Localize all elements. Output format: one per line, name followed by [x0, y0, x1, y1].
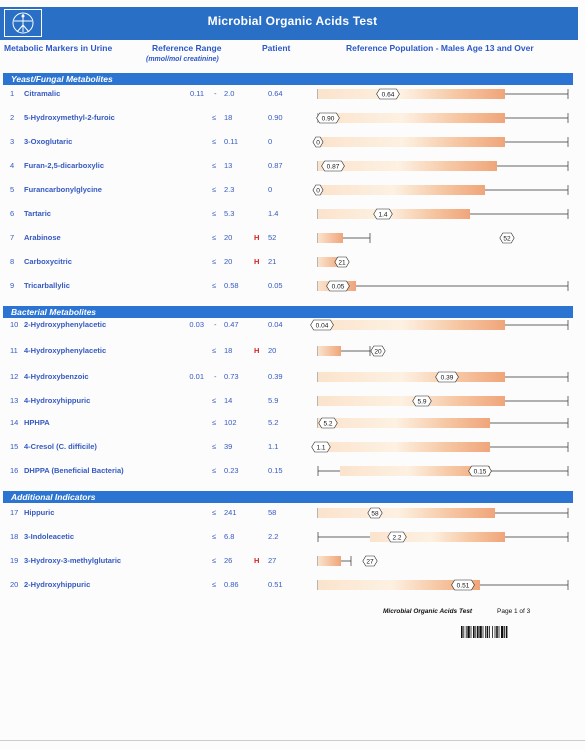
reference-high: 26 — [224, 556, 233, 565]
population-bar — [318, 209, 470, 219]
row-number: 16 — [10, 466, 19, 475]
patient-value: 21 — [268, 257, 277, 266]
row-number: 13 — [10, 396, 19, 405]
reference-high: 2.3 — [224, 185, 235, 194]
patient-marker-label: 27 — [366, 558, 374, 566]
patient-value: 0.90 — [268, 113, 283, 122]
reference-separator: ≤ — [212, 418, 217, 427]
row-number: 1 — [10, 89, 15, 98]
reference-separator: ≤ — [212, 113, 217, 122]
high-flag: H — [254, 346, 260, 355]
marker-name: 2-Hydroxyhippuric — [24, 580, 91, 589]
patient-marker-label: 0.51 — [456, 582, 470, 590]
reference-separator: ≤ — [212, 209, 217, 218]
footer-page-number: Page 1 of 3 — [497, 608, 531, 615]
column-header-reference-units: (mmol/mol creatinine) — [146, 56, 219, 63]
patient-value: 0.87 — [268, 161, 283, 170]
patient-value: 0.51 — [268, 580, 283, 589]
reference-separator: ≤ — [212, 556, 217, 565]
reference-separator: ≤ — [212, 396, 217, 405]
reference-high: 18 — [224, 346, 233, 355]
row-number: 8 — [10, 257, 15, 266]
reference-separator: - — [214, 372, 217, 381]
patient-value: 58 — [268, 508, 277, 517]
row-number: 4 — [10, 161, 15, 170]
reference-separator: ≤ — [212, 508, 217, 517]
row-number: 15 — [10, 442, 19, 451]
patient-marker-label: 0 — [316, 187, 320, 195]
patient-value: 2.2 — [268, 532, 279, 541]
row-number: 9 — [10, 281, 15, 290]
reference-low: 0.03 — [189, 320, 204, 329]
reference-separator: ≤ — [212, 185, 217, 194]
patient-marker-label: 58 — [371, 510, 379, 518]
reference-high: 0.58 — [224, 281, 239, 290]
page-divider — [0, 740, 585, 741]
population-bar — [318, 346, 341, 356]
reference-separator: ≤ — [212, 137, 217, 146]
patient-value: 5.2 — [268, 418, 279, 427]
patient-value: 20 — [268, 346, 277, 355]
row-number: 6 — [10, 209, 15, 218]
reference-separator: - — [214, 89, 217, 98]
patient-marker-label: 0.64 — [381, 91, 395, 99]
marker-name: 2-Hydroxyphenylacetic — [24, 320, 107, 329]
marker-name: Tricarballylic — [24, 281, 70, 290]
patient-value: 0.39 — [268, 372, 283, 381]
row-number: 20 — [10, 580, 19, 589]
patient-marker-label: 0.87 — [326, 163, 340, 171]
patient-value: 0 — [268, 137, 273, 146]
reference-high: 2.0 — [224, 89, 235, 98]
row-number: 7 — [10, 233, 15, 242]
patient-value: 0 — [268, 185, 273, 194]
marker-name: 3-Indoleacetic — [24, 532, 75, 541]
patient-marker-label: 2.2 — [392, 534, 402, 542]
marker-name: HPHPA — [24, 418, 50, 427]
reference-separator: ≤ — [212, 233, 217, 242]
patient-value: 5.9 — [268, 396, 279, 405]
reference-high: 14 — [224, 396, 233, 405]
reference-high: 18 — [224, 113, 233, 122]
reference-low: 0.11 — [189, 89, 204, 98]
patient-value: 27 — [268, 556, 277, 565]
marker-name: Furancarbonylglycine — [24, 185, 102, 194]
population-bar — [318, 233, 343, 243]
patient-marker-label: 20 — [374, 348, 382, 356]
patient-marker-label: 0.90 — [321, 115, 335, 123]
row-number: 2 — [10, 113, 15, 122]
row-number: 11 — [10, 346, 18, 355]
reference-separator: ≤ — [212, 442, 217, 451]
reference-separator: ≤ — [212, 580, 217, 589]
population-bar — [318, 113, 505, 123]
reference-separator: ≤ — [212, 346, 217, 355]
marker-name: 3-Oxoglutaric — [24, 137, 73, 146]
reference-separator: ≤ — [212, 161, 217, 170]
report-title: Microbial Organic Acids Test — [207, 14, 378, 28]
marker-name: DHPPA (Beneficial Bacteria) — [24, 466, 124, 475]
marker-name: Tartaric — [24, 209, 51, 218]
reference-separator: ≤ — [212, 281, 217, 290]
marker-name: Carboxycitric — [24, 257, 72, 266]
patient-value: 1.4 — [268, 209, 279, 218]
reference-separator: ≤ — [212, 532, 217, 541]
patient-marker-label: 0.15 — [473, 468, 487, 476]
marker-name: 4-Cresol (C. difficile) — [24, 442, 97, 451]
marker-name: 4-Hydroxyphenylacetic — [24, 346, 107, 355]
patient-value: 0.64 — [268, 89, 283, 98]
reference-low: 0.01 — [189, 372, 204, 381]
patient-marker-label: 1.1 — [316, 444, 326, 452]
patient-marker-label: 0.39 — [440, 374, 454, 382]
population-bar — [318, 185, 485, 195]
barcode-icon — [461, 626, 529, 638]
high-flag: H — [254, 257, 260, 266]
section-header-bacterial: Bacterial Metabolites — [3, 306, 573, 318]
marker-name: Hippuric — [24, 508, 55, 517]
reference-high: 39 — [224, 442, 233, 451]
marker-name: 5-Hydroxymethyl-2-furoic — [24, 113, 115, 122]
patient-value: 0.15 — [268, 466, 283, 475]
patient-marker-label: 21 — [338, 259, 346, 267]
population-bar — [318, 396, 505, 406]
population-bar — [318, 556, 341, 566]
patient-marker-label: 0.04 — [315, 322, 329, 330]
marker-name: 4-Hydroxybenzoic — [24, 372, 89, 381]
population-bar — [318, 418, 490, 428]
reference-high: 241 — [224, 508, 237, 517]
population-bar — [318, 508, 495, 518]
column-header-patient: Patient — [262, 43, 291, 53]
section-header-yeast: Yeast/Fungal Metabolites — [3, 73, 573, 85]
patient-marker-label: 0.05 — [331, 283, 345, 291]
population-bar — [318, 442, 490, 452]
marker-name: Citramalic — [24, 89, 61, 98]
row-number: 19 — [10, 556, 19, 565]
row-number: 17 — [10, 508, 19, 517]
patient-value: 0.04 — [268, 320, 283, 329]
reference-high: 5.3 — [224, 209, 235, 218]
row-number: 10 — [10, 320, 19, 329]
row-number: 18 — [10, 532, 19, 541]
row-number: 5 — [10, 185, 15, 194]
reference-separator: ≤ — [212, 257, 217, 266]
reference-high: 0.73 — [224, 372, 239, 381]
population-bar — [318, 161, 497, 171]
reference-separator: ≤ — [212, 466, 217, 475]
reference-separator: - — [214, 320, 217, 329]
patient-value: 52 — [268, 233, 277, 242]
row-number: 14 — [10, 418, 19, 427]
reference-high: 20 — [224, 257, 233, 266]
patient-marker-label: 1.4 — [378, 211, 388, 219]
marker-name: Furan-2,5-dicarboxylic — [24, 161, 105, 170]
reference-high: 102 — [224, 418, 237, 427]
patient-marker-label: 0 — [316, 139, 320, 147]
section-header-additional: Additional Indicators — [3, 491, 573, 503]
patient-value: 1.1 — [268, 442, 279, 451]
patient-marker-label: 5.2 — [323, 420, 333, 428]
patient-marker-label: 5.9 — [417, 398, 427, 406]
population-bar — [318, 137, 505, 147]
reference-high: 0.23 — [224, 466, 239, 475]
row-number: 12 — [10, 372, 19, 381]
population-bar — [318, 89, 505, 99]
reference-high: 20 — [224, 233, 233, 242]
patient-value: 0.05 — [268, 281, 283, 290]
marker-name: 4-Hydroxyhippuric — [24, 396, 91, 405]
reference-high: 6.8 — [224, 532, 235, 541]
reference-high: 0.11 — [224, 137, 239, 146]
row-number: 3 — [10, 137, 15, 146]
marker-name: 3-Hydroxy-3-methylglutaric — [24, 556, 122, 565]
reference-high: 0.47 — [224, 320, 239, 329]
footer-test-name: Microbial Organic Acids Test — [383, 608, 473, 615]
population-bar — [318, 372, 505, 382]
population-bar — [315, 320, 505, 330]
column-header-population: Reference Population - Males Age 13 and Over — [346, 43, 534, 53]
high-flag: H — [254, 556, 260, 565]
column-header-reference: Reference Range — [152, 43, 222, 53]
patient-marker-label: 52 — [503, 235, 511, 243]
column-header-markers: Metabolic Markers in Urine — [4, 43, 113, 53]
high-flag: H — [254, 233, 260, 242]
reference-high: 0.86 — [224, 580, 239, 589]
population-bar — [340, 466, 490, 476]
marker-name: Arabinose — [24, 233, 61, 242]
reference-high: 13 — [224, 161, 233, 170]
